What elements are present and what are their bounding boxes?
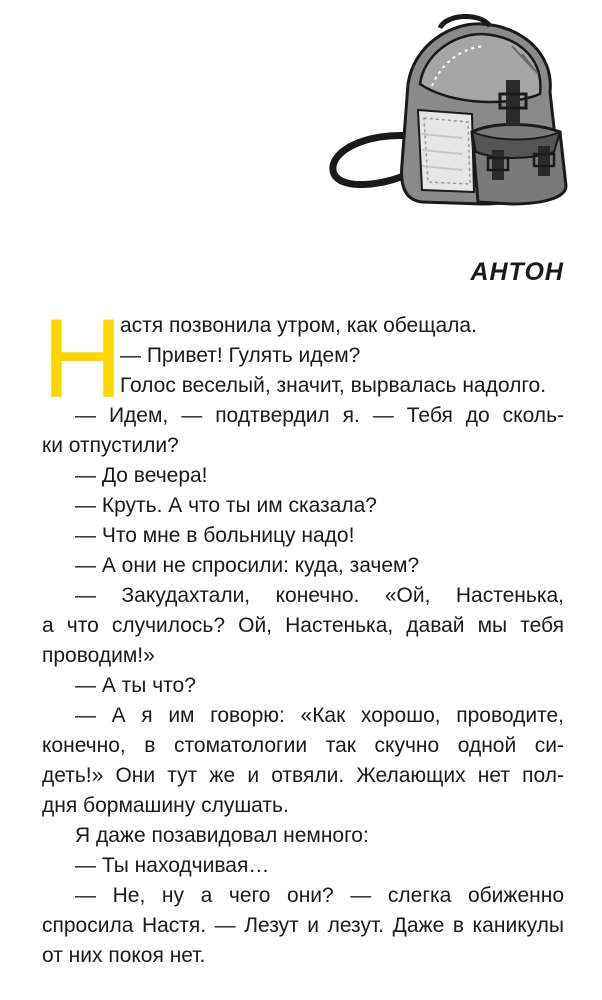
text-line: от них покоя нет. — [42, 944, 206, 967]
text-line: — До вечера! — [75, 464, 208, 487]
text-line: проводим!» — [42, 644, 155, 667]
chapter-title: АНТОН — [470, 258, 564, 286]
text-line: — А я им говорю: «Как хорошо, проводите, — [75, 704, 564, 727]
text-line: — Что мне в больницу надо! — [75, 524, 355, 547]
text-line: — Привет! Гулять идем? — [120, 344, 361, 367]
backpack-icon — [322, 14, 574, 210]
text-line: Голос веселый, значит, вырвалась надолго. — [120, 374, 547, 397]
text-line: астя позвонила утром, как обещала. — [120, 314, 477, 337]
drop-cap: Н — [42, 296, 123, 421]
text-line: дня бормашину слушать. — [42, 794, 289, 817]
text-line: конечно, в стоматологии так скучно одной си- — [42, 734, 564, 757]
text-line: Я даже позавидовал немного: — [75, 824, 369, 847]
text-line: — Круть. А что ты им сказала? — [75, 494, 377, 517]
text-line: — А они не спросили: куда, зачем? — [75, 554, 420, 577]
text-line: ки отпустили? — [42, 434, 179, 457]
text-line: — Не, ну а чего они? — слегка обиженно — [75, 884, 564, 907]
text-line: а что случилось? Ой, Настенька, давай мы тебя — [42, 614, 564, 637]
story-text — [42, 296, 564, 971]
text-line: — Закудахтали, конечно. «Ой, Настенька, — [75, 584, 564, 607]
text-line: — Идем, — подтвердил я. — Тебя до сколь- — [75, 404, 564, 427]
text-line: — А ты что? — [75, 674, 196, 697]
text-line: — Ты находчивая… — [75, 854, 270, 877]
text-line: спросила Настя. — Лезут и лезут. Даже в каникулы — [42, 914, 564, 937]
text-line: деть!» Они тут же и отвяли. Желающих нет пол- — [42, 764, 564, 787]
